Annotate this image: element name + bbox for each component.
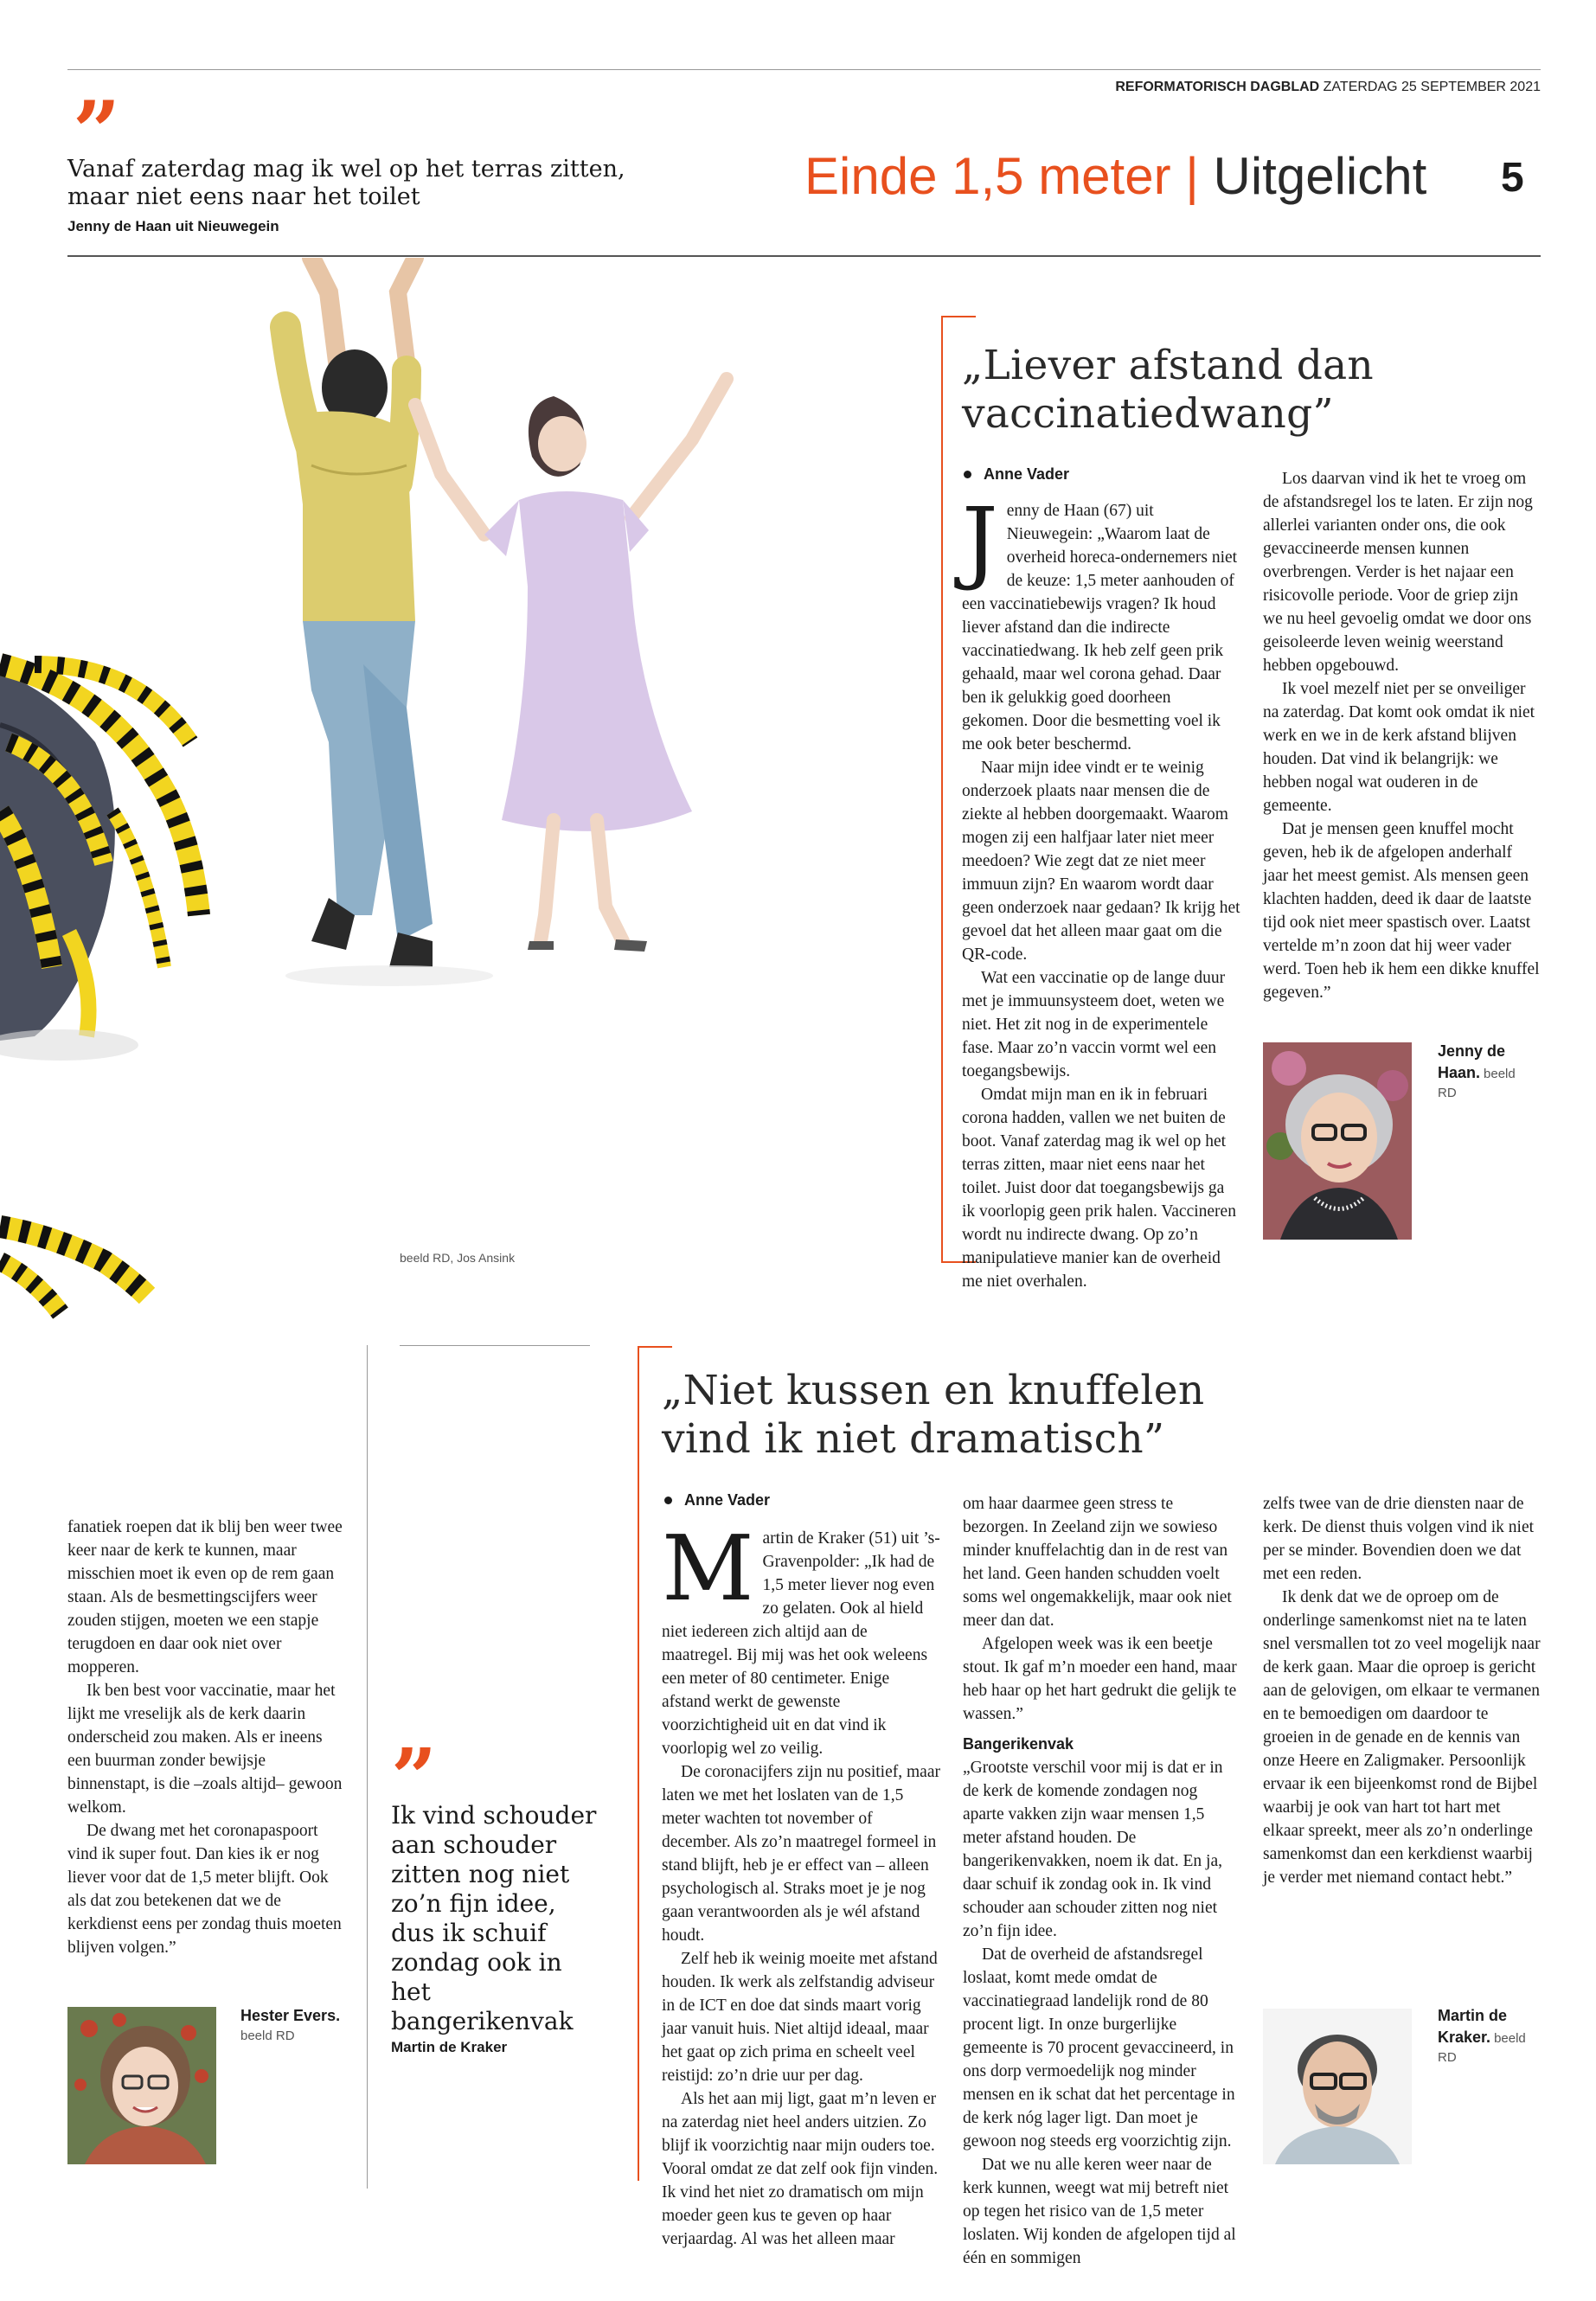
woman-figure: [415, 379, 727, 952]
page-number: 5: [1501, 155, 1524, 201]
martin-caption-credit: beeld RD: [1438, 2031, 1526, 2065]
article2-headline: [662, 1367, 1440, 1464]
article1-col1: [962, 488, 1240, 1293]
article1-intro-text: enny de Haan (67) uit Nieuwegein: „Waarom laat de overheid horeca-ondernemers niet de keuze: 1,5 meter aanhouden of een vaccinatiebewijs vragen? Ik houd liever afstand dan die indirecte vaccinatiedwang. Ik heb zelf geen prik gehaald, maar wel corona gehad. Daar ben ik gelukkig goed doorheen gekomen. Door die besmetting voel ik me ook beter beschermd.: [962, 502, 1238, 753]
jenny-caption-credit: beeld RD: [1438, 1067, 1516, 1100]
martin-photo: [1263, 2009, 1412, 2164]
article0-paragraph: Ik ben best voor vaccinatie, maar het lijkt me vreselijk als de kerk daarin onderscheid zou maken. Als er ineens een buurman zonder bewijsje binnenstapt, is die –zoals altijd– gewoon welkom.: [67, 1682, 343, 1817]
article2-left-accent: [638, 1346, 639, 2181]
article2-top-accent: [638, 1346, 672, 1348]
article0-paragraph: De dwang met het coronapaspoort vind ik super fout. Dan kies ik er nog liever voor dat de 1,5 meter blijft. Ook als dat zou betekenen dat we de kerkdienst eens per zondag thuis moeten blijven volgen.”: [67, 1822, 342, 1957]
martin-caption: [1438, 2005, 1542, 2067]
article2-paragraph: Zelf heb ik weinig moeite met afstand houden. Ik werk als zelfstandig adviseur in de ICT en doe dat sinds maart vorig jaar vanuit huis. Niet altijd ideaal, maar het gaat op zich prima en scheelt veel reistijd: zo’n drie uur per dag.: [662, 1950, 938, 2085]
hester-caption: [240, 2005, 344, 2046]
article2-author: Anne Vader: [684, 1491, 771, 1509]
byline-bullet: [664, 1497, 672, 1504]
header-bottom-rule: [67, 255, 1541, 257]
article1-paragraph: Ik voel mezelf niet per se onveiliger na zaterdag. Dat komt ook omdat ik niet werk en we in de kerk afstand blijven houden. Dat vind ik belangrijk: we hebben nogal wat ouderen in de gemeente.: [1263, 680, 1535, 815]
dancing-couple-illustration: [0, 258, 900, 1348]
article2-col1: [662, 1516, 940, 2251]
issue-date: ZATERDAG 25 SEPTEMBER 2021: [1323, 80, 1541, 94]
article2-intro-text: artin de Kraker (51) uit ’s-Gravenpolder: „Ik had de 1,5 meter liever nog even zo gelaten. Ook al hield niet iedereen zich altijd aan de maatregel. Bij mij was het ook weleens een meter of 80 centimeter. Enige afstand werkt de gewenste voorzichtigheid uit en dat vind ik voorlopig wel zo veilig.: [662, 1529, 940, 1758]
article2-paragraph: Als het aan mij ligt, gaat m’n leven er na zaterdag niet heel anders uitzien. Zo blijf ik voorzichtig naar mijn ouders toe. Vooral omdat ze dat zelf ook fijn vinden. Ik vind het niet zo dramatisch om mijn moeder geen kus te geven op haar verjaardag. Al was het alleen maar: [662, 2090, 939, 2248]
paper-name: REFORMATORISCH DAGBLAD: [1115, 80, 1320, 94]
jenny-portrait: [1263, 1042, 1412, 1240]
section-title: [804, 145, 1426, 208]
article1-headline-line1: „Liever afstand dan: [962, 342, 1374, 389]
article1-top-accent: [941, 316, 976, 317]
illustration-credit: beeld RD, Jos Ansink: [400, 1251, 516, 1265]
pullquote-text: Ik vind schouder aan schouder zitten nog niet zo’n fijn idee, dus ik schuif zondag ook in het bangerikenvak: [391, 1801, 597, 2035]
article2-headline-line1: „Niet kussen en knuffelen: [662, 1367, 1205, 1414]
article2-col2: [963, 1492, 1241, 2270]
section-main: Einde 1,5 meter: [804, 147, 1171, 205]
hester-photo: [67, 2007, 216, 2164]
article2-paragraph: Afgelopen week was ik een beetje stout. Ik gaf m’n moeder een hand, maar heb haar op het hart gedrukt die gelijk te wassen.”: [963, 1635, 1237, 1723]
top-quote: [67, 156, 673, 235]
article2-subhead: Bangerikenvak: [963, 1735, 1074, 1753]
hester-portrait: [67, 2007, 216, 2164]
pullquote-mark: ”: [391, 1731, 437, 1824]
caution-tape-bottom: [0, 1227, 147, 1313]
article0-paragraph: fanatiek roepen dat ik blij ben weer twee keer naar de kerk te kunnen, maar misschien moet ik even op de rem gaan staan. Als de besmettingscijfers weer zouden stijgen, moeten we een stapje terugdoen en daar ook niet over mopperen.: [67, 1518, 343, 1676]
article1-paragraph: Dat je mensen geen knuffel mocht geven, heb ik de afgelopen anderhalf jaar het meest gemist. Als mensen geen klachten hadden, deed ik daar de laatste tijd ook niet meer spastisch over. Laatst vertelde m’n zoon dat hij weer vader werd. Toen heb ik hem een dikke knuffel gegeven.”: [1263, 820, 1540, 1002]
article2-paragraph: Dat de overheid de afstandsregel loslaat, komt mede omdat de vaccinatiegraad landelijk rond de 80 procent ligt. In onze burgerlijke gemeente is 70 procent gevaccineerd, in ons dorp vermoedelijk nog minder mensen en ik schat dat het percentage in de kerk nóg lager ligt. Dan moet je gewoon nog steeds erg voorzichtig zijn.: [963, 1945, 1235, 2150]
article2-paragraph: De coronacijfers zijn nu positief, maar laten we met het loslaten van de 1,5 meter wachten tot november of december. Als zo’n maatregel formeel in stand blijft, heb je er effect van – alleen psychologisch al. Straks moet je je nog gaan verantwoorden als je wél afstand houdt.: [662, 1763, 940, 1945]
hester-caption-credit: beeld RD: [240, 2029, 295, 2043]
article1-headline-line2: vaccinatiedwang”: [962, 390, 1334, 438]
article1-col2: [1263, 467, 1542, 1004]
article1-paragraph: Naar mijn idee vindt er te weinig onderzoek plaats naar mensen die de ziekte al hebben doorgemaakt. Waarom mogen zij een halfjaar later niet meer meedoen? Wie zegt dat ze niet meer immuun zijn? En waarom wordt daar geen onderzoek naar gedaan? Ik krijg het gevoel dat het alleen maar gaat om die QR-code.: [962, 759, 1240, 964]
top-rule: [67, 69, 1541, 70]
article1-byline: [964, 465, 1069, 484]
hester-caption-name: Hester Evers.: [240, 2007, 341, 2024]
jenny-photo: [1263, 1042, 1412, 1240]
man-figure: [285, 258, 433, 967]
pullquote-top-rule: [400, 1345, 590, 1346]
caution-tape-bundle: [0, 664, 199, 1061]
martin-caption-name: Martin de Kraker.: [1438, 2007, 1508, 2046]
section-divider: |: [1185, 147, 1199, 205]
article2-paragraph: zelfs twee van de drie diensten naar de kerk. De dienst thuis volgen vind ik niet per se minder. Bovendien doen we dat met een reden.: [1263, 1495, 1535, 1583]
article0-tail: [67, 1516, 344, 1959]
section-sub: Uitgelicht: [1213, 147, 1427, 205]
jenny-caption: [1438, 1041, 1533, 1103]
article2-paragraph: „Grootste verschil voor mij is dat er in de kerk de komende zondagen nog aparte vakken zijn waar mensen 1,5 meter afstand houden. De bangerikenvakken, noem ik dat. En ja, daar schuif ik zondag ook in. Ik vind schouder aan schouder zitten nog niet zo’n fijn idee.: [963, 1759, 1223, 1940]
article2-paragraph: om haar daarmee geen stress te bezorgen. In Zeeland zijn we sowieso minder knuffelachtig dan in de rest van het land. Geen handen schudden voelt soms wel ongemakkelijk, maar ook niet meer dan dat.: [963, 1495, 1232, 1630]
jenny-caption-name: Jenny de Haan.: [1438, 1042, 1506, 1081]
martin-portrait: [1263, 2009, 1412, 2164]
article2-paragraph: Ik denk dat we de oproep om de onderlinge samenkomst niet na te laten snel versmallen tot zo veel mogelijk naar de kerk gaan. Maar die oproep is gericht aan de gelovigen, om elkaar te vermanen en te bemoedigen om daardoor te groeien in de genade en de kennis van onze Heere en Zaligmaker. Persoonlijk ervaar ik een bijeenkomst rond de Bijbel waarbij je ook van hart tot hart met elkaar spreekt, meer als zo’n onderlinge samenkomst dan een kerkdienst waarbij je verder met niemand contact hebt.”: [1263, 1588, 1541, 1887]
article2-headline-line2: vind ik niet dramatisch”: [662, 1415, 1165, 1463]
article2-col3: [1263, 1492, 1542, 1889]
byline-bullet: [964, 471, 971, 478]
column-divider-left: [367, 1345, 368, 2189]
article1-intro: [962, 488, 1240, 756]
article1-paragraph: Omdat mijn man en ik in februari corona hadden, vallen we net buiten de boot. Vanaf zaterdag mag ik wel op het terras zitten, maar niet eens naar het toilet. Juist door dat toegangsbewijs ga ik voorlopig geen prik halen. Vaccineren wordt nu indirecte dwang. Op zo’n manipulatieve manier kan de overheid me niet overhalen.: [962, 1086, 1236, 1291]
article1-left-accent: [941, 316, 943, 1263]
article1-author: Anne Vader: [984, 465, 1070, 483]
article1-paragraph: Los daarvan vind ik het te vroeg om de afstandsregel los te laten. Er zijn nog allerlei varianten onder ons, die ook gevaccineerde mensen kunnen overbrengen. Verder is het najaar een risicovolle periode. Voor de griep zijn we nu heel gevoelig omdat we door ons geisoleerde leven weinig weerstand hebben opgebouwd.: [1263, 470, 1533, 675]
pullquote-author: Martin de Kraker: [391, 2039, 508, 2055]
article1-headline: [962, 342, 1550, 439]
article2-paragraph: Dat we nu alle keren weer naar de kerk kunnen, weegt wat mij betreft niet op tegen het risico van de 1,5 meter loslaten. Wij konden de afgelopen tijd al één en sommigen: [963, 2156, 1236, 2267]
illustration: [0, 258, 900, 1348]
article2-intro: [662, 1516, 940, 1760]
article2-byline: [664, 1491, 770, 1509]
article2-dropcap: M: [662, 1516, 754, 1621]
top-quote-author: Jenny de Haan uit Nieuwegein: [67, 218, 279, 234]
article1-paragraph: Wat een vaccinatie op de lange duur met je immuunsysteem doet, weten we niet. Het zit nog in de experimentele fase. Maar zo’n vaccin vormt wel een toegangsbewijs.: [962, 969, 1226, 1080]
top-quote-line2: maar niet eens naar het toilet: [67, 183, 420, 210]
top-quote-mark: ”: [73, 83, 121, 181]
masthead-line: [952, 80, 1541, 95]
article1-dropcap: J: [962, 488, 998, 593]
top-quote-line1: Vanaf zaterdag mag ik wel op het terras zitten,: [67, 156, 625, 183]
